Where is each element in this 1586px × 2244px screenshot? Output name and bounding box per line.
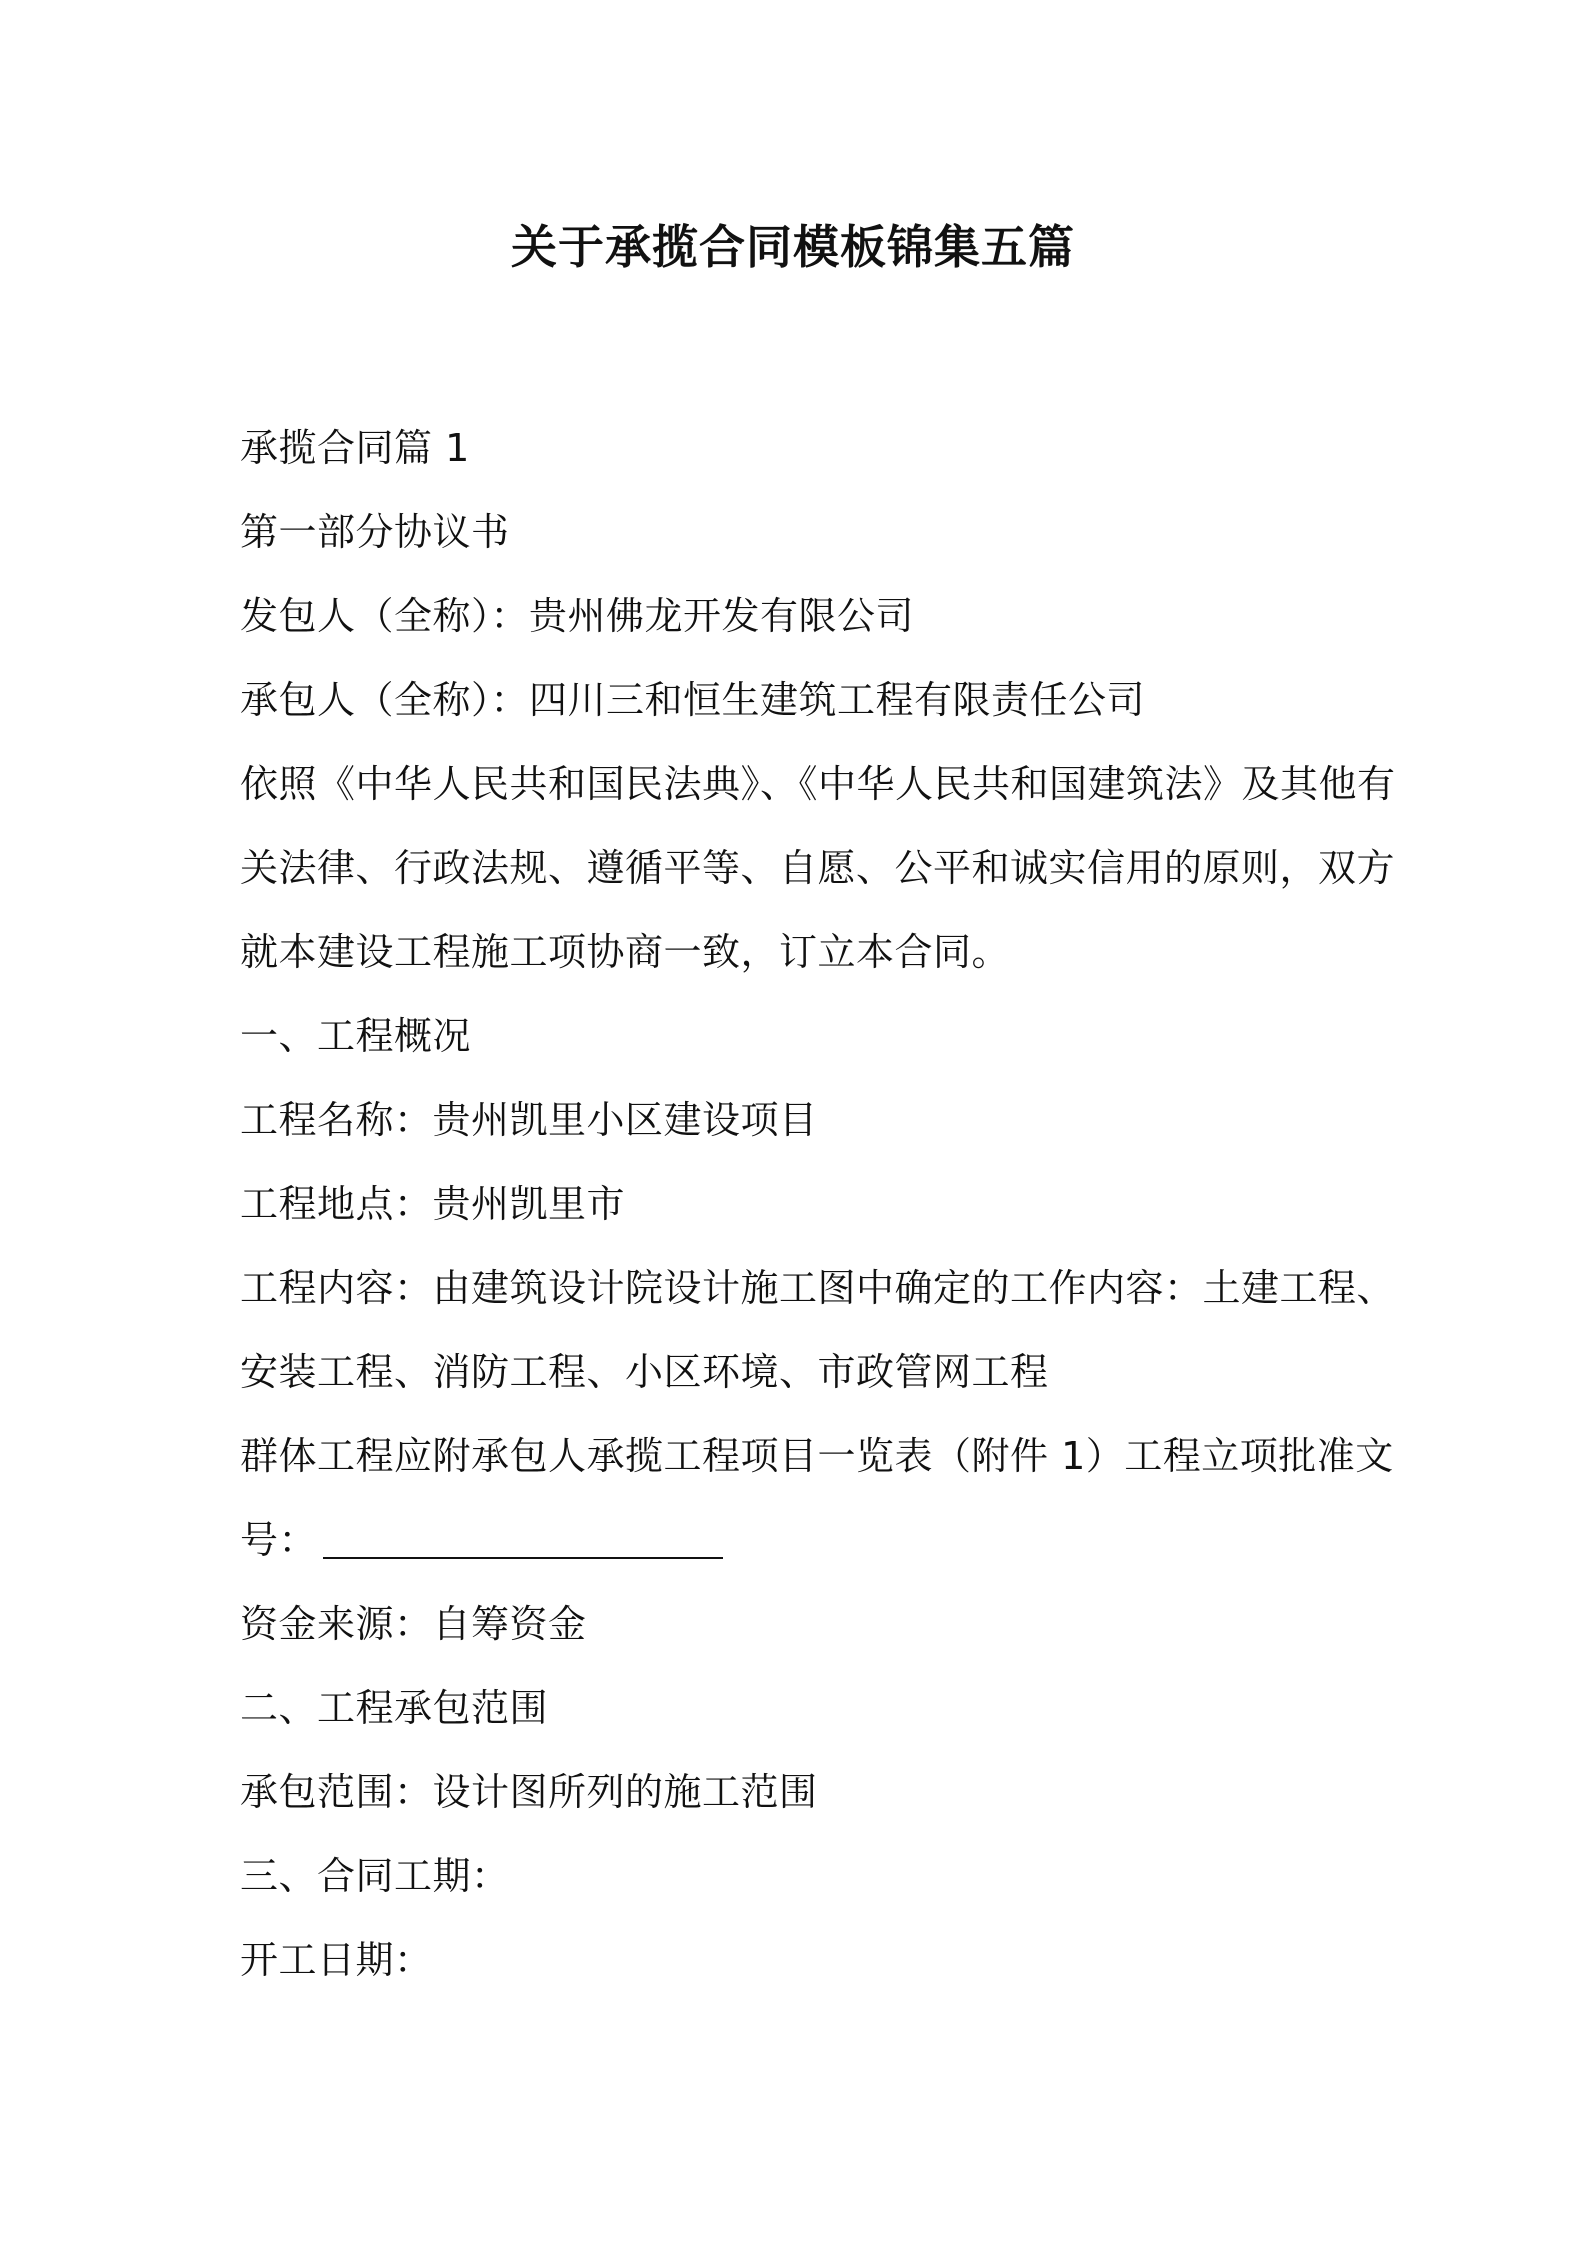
group-project-line-1: 群体工程应附承包人承揽工程项目一览表（附件 1）工程立项批准文	[240, 1434, 1394, 1478]
contract-period-heading: 三、合同工期：	[240, 1854, 510, 1898]
scope-line: 承包范围：设计图所列的施工范围	[240, 1770, 818, 1814]
project-location-line: 工程地点：贵州凯里市	[240, 1182, 626, 1226]
legal-basis-line-2: 关法律、行政法规、遵循平等、自愿、公平和诚实信用的原则，双方	[240, 846, 1396, 890]
employer-line: 发包人（全称）：贵州佛龙开发有限公司	[240, 594, 915, 638]
approval-number-line	[240, 1498, 1360, 1582]
contractor-line: 承包人（全称）：四川三和恒生建筑工程有限责任公司	[240, 678, 1146, 722]
legal-basis-line-1: 依照《中华人民共和国民法典》、《中华人民共和国建筑法》及其他有	[240, 762, 1396, 806]
funding-source-line: 资金来源：自筹资金	[240, 1602, 587, 1646]
project-overview-heading: 一、工程概况	[240, 1014, 472, 1058]
start-date-line: 开工日期：	[240, 1938, 433, 1982]
part-heading: 第一部分协议书	[240, 510, 510, 554]
project-content-line-2: 安装工程、消防工程、小区环境、市政管网工程	[240, 1350, 1049, 1394]
approval-number-blank	[323, 1517, 723, 1559]
section-heading: 承揽合同篇 1	[240, 426, 470, 470]
project-name-line: 工程名称：贵州凯里小区建设项目	[240, 1098, 818, 1142]
document-title: 关于承揽合同模板锦集五篇	[511, 220, 1075, 274]
project-content-line-1: 工程内容：由建筑设计院设计施工图中确定的工作内容：土建工程、	[240, 1266, 1396, 1310]
approval-number-label: 号：	[240, 1518, 318, 1562]
document-body	[240, 406, 1396, 2002]
legal-basis-line-3: 就本建设工程施工项协商一致，订立本合同。	[240, 930, 1011, 974]
scope-heading: 二、工程承包范围	[240, 1686, 549, 1730]
